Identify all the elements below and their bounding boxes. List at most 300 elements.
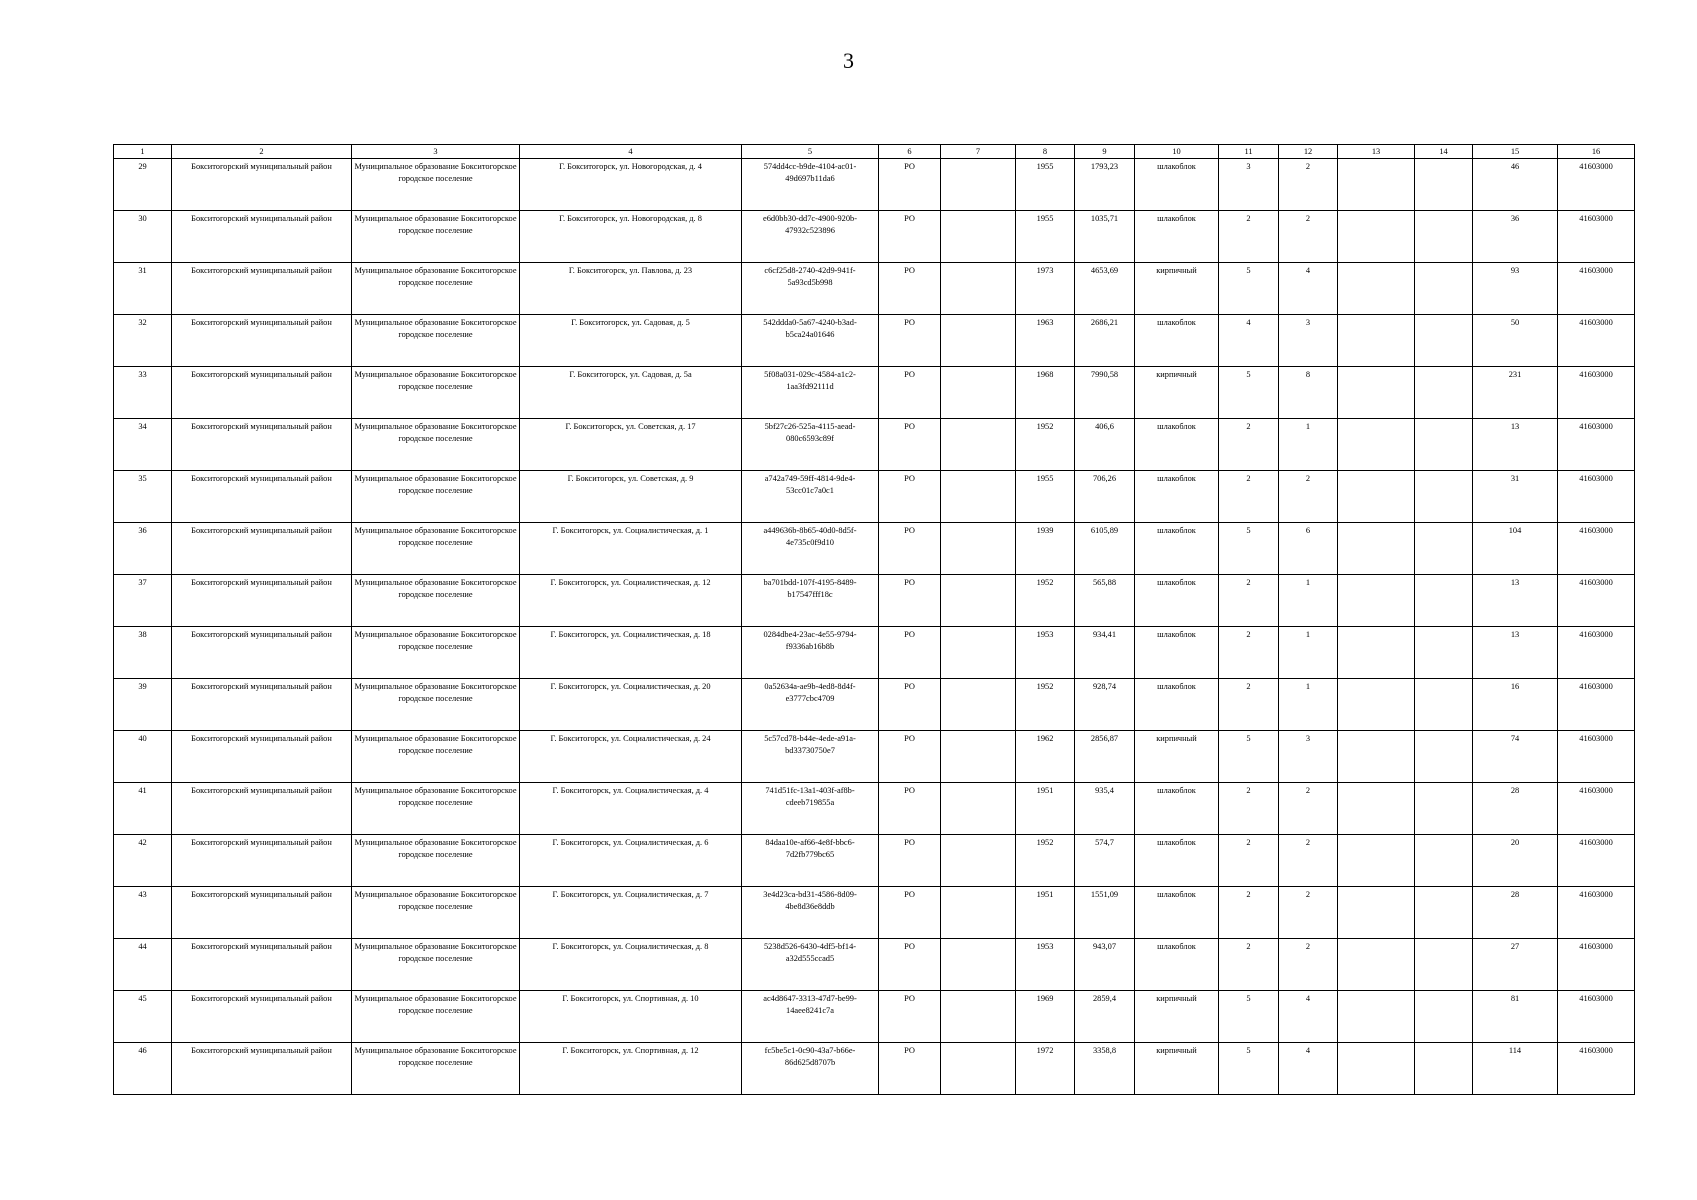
floors-cell: 2 <box>1219 679 1279 731</box>
floors-cell: 2 <box>1219 783 1279 835</box>
c13-cell <box>1338 419 1415 471</box>
row-number-cell: 36 <box>114 523 172 575</box>
guid-cell: c6cf25d8-2740-42d9-941f-5a93cd5b998 <box>742 263 879 315</box>
floors-cell: 2 <box>1219 887 1279 939</box>
row-number-cell: 44 <box>114 939 172 991</box>
floors-cell: 2 <box>1219 939 1279 991</box>
address-cell: Г. Бокситогорск, ул. Социалистическая, д. 7 <box>520 887 742 939</box>
oktmo-cell: 41603000 <box>1558 627 1635 679</box>
guid-cell: 0a52634a-ae9b-4ed8-8d4f-e3777cbc4709 <box>742 679 879 731</box>
column-header: 14 <box>1415 145 1473 159</box>
c14-cell <box>1415 783 1473 835</box>
table-row <box>114 1043 1635 1095</box>
wall-material-cell: шлакоблок <box>1135 783 1219 835</box>
c13-cell <box>1338 471 1415 523</box>
address-cell: Г. Бокситогорск, ул. Садовая, д. 5а <box>520 367 742 419</box>
c13-cell <box>1338 627 1415 679</box>
table-row <box>114 211 1635 263</box>
c12-cell: 1 <box>1279 575 1338 627</box>
year-cell: 1951 <box>1016 887 1075 939</box>
year-cell: 1969 <box>1016 991 1075 1043</box>
c12-cell: 4 <box>1279 1043 1338 1095</box>
c15-cell: 93 <box>1473 263 1558 315</box>
row-number-cell: 30 <box>114 211 172 263</box>
oktmo-cell: 41603000 <box>1558 939 1635 991</box>
guid-cell: a742a749-59ff-4814-9de4-53cc01c7a0c1 <box>742 471 879 523</box>
table-row <box>114 783 1635 835</box>
c14-cell <box>1415 523 1473 575</box>
oktmo-cell: 41603000 <box>1558 211 1635 263</box>
c12-cell: 1 <box>1279 627 1338 679</box>
column-header: 13 <box>1338 145 1415 159</box>
column-header: 8 <box>1016 145 1075 159</box>
district-cell: Бокситогорский муниципальный район <box>172 315 352 367</box>
municipality-cell: Муниципальное образование Бокситогорское городское поселение <box>352 263 520 315</box>
row-number-cell: 35 <box>114 471 172 523</box>
wall-material-cell: шлакоблок <box>1135 887 1219 939</box>
municipality-cell: Муниципальное образование Бокситогорское городское поселение <box>352 887 520 939</box>
column-header: 7 <box>941 145 1016 159</box>
c6-cell: РО <box>879 991 941 1043</box>
wall-material-cell: кирпичный <box>1135 1043 1219 1095</box>
municipality-cell: Муниципальное образование Бокситогорское городское поселение <box>352 835 520 887</box>
guid-cell: e6d0bb30-dd7c-4900-920b-47932c523896 <box>742 211 879 263</box>
oktmo-cell: 41603000 <box>1558 263 1635 315</box>
c13-cell <box>1338 783 1415 835</box>
floors-cell: 2 <box>1219 419 1279 471</box>
guid-cell: 542ddda0-5a67-4240-b3ad-b5ca24a01646 <box>742 315 879 367</box>
year-cell: 1953 <box>1016 939 1075 991</box>
c15-cell: 20 <box>1473 835 1558 887</box>
c6-cell: РО <box>879 887 941 939</box>
guid-cell: ba701bdd-107f-4195-8489-b17547fff18c <box>742 575 879 627</box>
table-row <box>114 679 1635 731</box>
year-cell: 1952 <box>1016 679 1075 731</box>
c12-cell: 1 <box>1279 679 1338 731</box>
c7-cell <box>941 835 1016 887</box>
wall-material-cell: шлакоблок <box>1135 575 1219 627</box>
table-row <box>114 731 1635 783</box>
address-cell: Г. Бокситогорск, ул. Социалистическая, д. 4 <box>520 783 742 835</box>
c15-cell: 46 <box>1473 159 1558 211</box>
c7-cell <box>941 367 1016 419</box>
year-cell: 1972 <box>1016 1043 1075 1095</box>
c7-cell <box>941 939 1016 991</box>
c12-cell: 2 <box>1279 887 1338 939</box>
wall-material-cell: шлакоблок <box>1135 679 1219 731</box>
guid-cell: 3e4d23ca-bd31-4586-8d09-4be8d36e8ddb <box>742 887 879 939</box>
c14-cell <box>1415 263 1473 315</box>
column-header: 10 <box>1135 145 1219 159</box>
row-number-cell: 34 <box>114 419 172 471</box>
floors-cell: 2 <box>1219 575 1279 627</box>
row-number-cell: 38 <box>114 627 172 679</box>
area-cell: 2859,4 <box>1075 991 1135 1043</box>
district-cell: Бокситогорский муниципальный район <box>172 783 352 835</box>
floors-cell: 2 <box>1219 835 1279 887</box>
c6-cell: РО <box>879 627 941 679</box>
c15-cell: 27 <box>1473 939 1558 991</box>
wall-material-cell: шлакоблок <box>1135 159 1219 211</box>
wall-material-cell: шлакоблок <box>1135 315 1219 367</box>
c13-cell <box>1338 887 1415 939</box>
year-cell: 1939 <box>1016 523 1075 575</box>
row-number-cell: 31 <box>114 263 172 315</box>
address-cell: Г. Бокситогорск, ул. Советская, д. 9 <box>520 471 742 523</box>
c14-cell <box>1415 471 1473 523</box>
guid-cell: 5c57cd78-b44e-4ede-a91a-bd33730750e7 <box>742 731 879 783</box>
c13-cell <box>1338 679 1415 731</box>
row-number-cell: 43 <box>114 887 172 939</box>
c13-cell <box>1338 315 1415 367</box>
column-header: 1 <box>114 145 172 159</box>
row-number-cell: 45 <box>114 991 172 1043</box>
c7-cell <box>941 159 1016 211</box>
c7-cell <box>941 991 1016 1043</box>
guid-cell: 5bf27c26-525a-4115-aead-080c6593c89f <box>742 419 879 471</box>
c7-cell <box>941 471 1016 523</box>
municipality-cell: Муниципальное образование Бокситогорское городское поселение <box>352 627 520 679</box>
row-number-cell: 39 <box>114 679 172 731</box>
year-cell: 1953 <box>1016 627 1075 679</box>
table-row <box>114 887 1635 939</box>
floors-cell: 5 <box>1219 367 1279 419</box>
c12-cell: 2 <box>1279 471 1338 523</box>
area-cell: 565,88 <box>1075 575 1135 627</box>
c12-cell: 3 <box>1279 731 1338 783</box>
municipality-cell: Муниципальное образование Бокситогорское городское поселение <box>352 679 520 731</box>
district-cell: Бокситогорский муниципальный район <box>172 1043 352 1095</box>
table-row <box>114 835 1635 887</box>
area-cell: 7990,58 <box>1075 367 1135 419</box>
oktmo-cell: 41603000 <box>1558 991 1635 1043</box>
floors-cell: 5 <box>1219 731 1279 783</box>
year-cell: 1952 <box>1016 835 1075 887</box>
c14-cell <box>1415 731 1473 783</box>
c15-cell: 31 <box>1473 471 1558 523</box>
c7-cell <box>941 523 1016 575</box>
c7-cell <box>941 627 1016 679</box>
guid-cell: fc5be5c1-0c90-43a7-b66e-86d625d8707b <box>742 1043 879 1095</box>
c13-cell <box>1338 575 1415 627</box>
area-cell: 935,4 <box>1075 783 1135 835</box>
wall-material-cell: кирпичный <box>1135 731 1219 783</box>
district-cell: Бокситогорский муниципальный район <box>172 887 352 939</box>
column-number-row <box>114 145 1635 159</box>
address-cell: Г. Бокситогорск, ул. Спортивная, д. 12 <box>520 1043 742 1095</box>
c6-cell: РО <box>879 471 941 523</box>
c15-cell: 13 <box>1473 627 1558 679</box>
c12-cell: 6 <box>1279 523 1338 575</box>
year-cell: 1963 <box>1016 315 1075 367</box>
oktmo-cell: 41603000 <box>1558 419 1635 471</box>
c6-cell: РО <box>879 315 941 367</box>
c13-cell <box>1338 939 1415 991</box>
oktmo-cell: 41603000 <box>1558 731 1635 783</box>
oktmo-cell: 41603000 <box>1558 523 1635 575</box>
c15-cell: 74 <box>1473 731 1558 783</box>
district-cell: Бокситогорский муниципальный район <box>172 939 352 991</box>
address-cell: Г. Бокситогорск, ул. Социалистическая, д. 24 <box>520 731 742 783</box>
area-cell: 1551,09 <box>1075 887 1135 939</box>
guid-cell: ac4d8647-3313-47d7-be99-14aee8241c7a <box>742 991 879 1043</box>
floors-cell: 2 <box>1219 471 1279 523</box>
year-cell: 1955 <box>1016 211 1075 263</box>
municipality-cell: Муниципальное образование Бокситогорское городское поселение <box>352 159 520 211</box>
c15-cell: 28 <box>1473 783 1558 835</box>
c7-cell <box>941 783 1016 835</box>
row-number-cell: 46 <box>114 1043 172 1095</box>
address-cell: Г. Бокситогорск, ул. Социалистическая, д. 20 <box>520 679 742 731</box>
c14-cell <box>1415 991 1473 1043</box>
municipality-cell: Муниципальное образование Бокситогорское городское поселение <box>352 419 520 471</box>
table-row <box>114 627 1635 679</box>
column-header: 9 <box>1075 145 1135 159</box>
c12-cell: 2 <box>1279 939 1338 991</box>
c7-cell <box>941 679 1016 731</box>
oktmo-cell: 41603000 <box>1558 471 1635 523</box>
row-number-cell: 32 <box>114 315 172 367</box>
c13-cell <box>1338 523 1415 575</box>
year-cell: 1962 <box>1016 731 1075 783</box>
area-cell: 1035,71 <box>1075 211 1135 263</box>
oktmo-cell: 41603000 <box>1558 367 1635 419</box>
c13-cell <box>1338 367 1415 419</box>
floors-cell: 2 <box>1219 211 1279 263</box>
guid-cell: 0284dbe4-23ac-4e55-9794-f9336ab16b8b <box>742 627 879 679</box>
table-row <box>114 939 1635 991</box>
c14-cell <box>1415 419 1473 471</box>
address-cell: Г. Бокситогорск, ул. Советская, д. 17 <box>520 419 742 471</box>
area-cell: 6105,89 <box>1075 523 1135 575</box>
district-cell: Бокситогорский муниципальный район <box>172 731 352 783</box>
table-row <box>114 523 1635 575</box>
table-row <box>114 419 1635 471</box>
wall-material-cell: шлакоблок <box>1135 471 1219 523</box>
oktmo-cell: 41603000 <box>1558 1043 1635 1095</box>
c13-cell <box>1338 1043 1415 1095</box>
oktmo-cell: 41603000 <box>1558 783 1635 835</box>
guid-cell: a449636b-8b65-40d0-8d5f-4e735c0f9d10 <box>742 523 879 575</box>
address-cell: Г. Бокситогорск, ул. Павлова, д. 23 <box>520 263 742 315</box>
municipality-cell: Муниципальное образование Бокситогорское городское поселение <box>352 471 520 523</box>
column-header: 3 <box>352 145 520 159</box>
floors-cell: 5 <box>1219 263 1279 315</box>
c14-cell <box>1415 1043 1473 1095</box>
address-cell: Г. Бокситогорск, ул. Новогородская, д. 4 <box>520 159 742 211</box>
c15-cell: 104 <box>1473 523 1558 575</box>
oktmo-cell: 41603000 <box>1558 887 1635 939</box>
c14-cell <box>1415 835 1473 887</box>
address-cell: Г. Бокситогорск, ул. Социалистическая, д. 12 <box>520 575 742 627</box>
year-cell: 1968 <box>1016 367 1075 419</box>
c6-cell: РО <box>879 523 941 575</box>
address-cell: Г. Бокситогорск, ул. Социалистическая, д. 8 <box>520 939 742 991</box>
column-header: 4 <box>520 145 742 159</box>
c15-cell: 13 <box>1473 419 1558 471</box>
year-cell: 1951 <box>1016 783 1075 835</box>
year-cell: 1955 <box>1016 471 1075 523</box>
municipality-cell: Муниципальное образование Бокситогорское городское поселение <box>352 367 520 419</box>
c15-cell: 81 <box>1473 991 1558 1043</box>
c15-cell: 231 <box>1473 367 1558 419</box>
address-cell: Г. Бокситогорск, ул. Социалистическая, д. 18 <box>520 627 742 679</box>
wall-material-cell: кирпичный <box>1135 991 1219 1043</box>
table-row <box>114 575 1635 627</box>
floors-cell: 5 <box>1219 1043 1279 1095</box>
table-row <box>114 471 1635 523</box>
c13-cell <box>1338 991 1415 1043</box>
housing-registry-table <box>113 144 1635 1095</box>
area-cell: 4653,69 <box>1075 263 1135 315</box>
c6-cell: РО <box>879 939 941 991</box>
district-cell: Бокситогорский муниципальный район <box>172 679 352 731</box>
c7-cell <box>941 575 1016 627</box>
c6-cell: РО <box>879 731 941 783</box>
c12-cell: 8 <box>1279 367 1338 419</box>
table-row <box>114 263 1635 315</box>
wall-material-cell: шлакоблок <box>1135 523 1219 575</box>
c7-cell <box>941 419 1016 471</box>
district-cell: Бокситогорский муниципальный район <box>172 211 352 263</box>
area-cell: 928,74 <box>1075 679 1135 731</box>
year-cell: 1952 <box>1016 575 1075 627</box>
area-cell: 943,07 <box>1075 939 1135 991</box>
table-row <box>114 159 1635 211</box>
district-cell: Бокситогорский муниципальный район <box>172 419 352 471</box>
area-cell: 2856,87 <box>1075 731 1135 783</box>
floors-cell: 4 <box>1219 315 1279 367</box>
column-header: 6 <box>879 145 941 159</box>
c12-cell: 1 <box>1279 419 1338 471</box>
area-cell: 406,6 <box>1075 419 1135 471</box>
table-row <box>114 991 1635 1043</box>
column-header: 2 <box>172 145 352 159</box>
municipality-cell: Муниципальное образование Бокситогорское городское поселение <box>352 991 520 1043</box>
c6-cell: РО <box>879 211 941 263</box>
c15-cell: 28 <box>1473 887 1558 939</box>
floors-cell: 5 <box>1219 991 1279 1043</box>
c7-cell <box>941 731 1016 783</box>
c6-cell: РО <box>879 679 941 731</box>
row-number-cell: 33 <box>114 367 172 419</box>
c14-cell <box>1415 939 1473 991</box>
c15-cell: 16 <box>1473 679 1558 731</box>
table-row <box>114 367 1635 419</box>
guid-cell: 574dd4cc-b9de-4104-ac01-49d697b11da6 <box>742 159 879 211</box>
c12-cell: 2 <box>1279 783 1338 835</box>
address-cell: Г. Бокситогорск, ул. Социалистическая, д. 6 <box>520 835 742 887</box>
address-cell: Г. Бокситогорск, ул. Спортивная, д. 10 <box>520 991 742 1043</box>
c14-cell <box>1415 627 1473 679</box>
address-cell: Г. Бокситогорск, ул. Садовая, д. 5 <box>520 315 742 367</box>
row-number-cell: 42 <box>114 835 172 887</box>
address-cell: Г. Бокситогорск, ул. Новогородская, д. 8 <box>520 211 742 263</box>
wall-material-cell: шлакоблок <box>1135 419 1219 471</box>
year-cell: 1973 <box>1016 263 1075 315</box>
c12-cell: 4 <box>1279 991 1338 1043</box>
c15-cell: 13 <box>1473 575 1558 627</box>
c13-cell <box>1338 263 1415 315</box>
c14-cell <box>1415 315 1473 367</box>
c6-cell: РО <box>879 575 941 627</box>
c6-cell: РО <box>879 419 941 471</box>
wall-material-cell: шлакоблок <box>1135 211 1219 263</box>
area-cell: 1793,23 <box>1075 159 1135 211</box>
c7-cell <box>941 263 1016 315</box>
wall-material-cell: кирпичный <box>1135 263 1219 315</box>
floors-cell: 5 <box>1219 523 1279 575</box>
municipality-cell: Муниципальное образование Бокситогорское городское поселение <box>352 783 520 835</box>
row-number-cell: 37 <box>114 575 172 627</box>
wall-material-cell: шлакоблок <box>1135 835 1219 887</box>
municipality-cell: Муниципальное образование Бокситогорское городское поселение <box>352 939 520 991</box>
c6-cell: РО <box>879 835 941 887</box>
year-cell: 1952 <box>1016 419 1075 471</box>
wall-material-cell: шлакоблок <box>1135 939 1219 991</box>
c7-cell <box>941 211 1016 263</box>
district-cell: Бокситогорский муниципальный район <box>172 523 352 575</box>
row-number-cell: 29 <box>114 159 172 211</box>
column-header: 15 <box>1473 145 1558 159</box>
oktmo-cell: 41603000 <box>1558 159 1635 211</box>
c13-cell <box>1338 731 1415 783</box>
c12-cell: 2 <box>1279 159 1338 211</box>
municipality-cell: Муниципальное образование Бокситогорское городское поселение <box>352 523 520 575</box>
c14-cell <box>1415 575 1473 627</box>
page-number: 3 <box>843 48 854 73</box>
area-cell: 3358,8 <box>1075 1043 1135 1095</box>
oktmo-cell: 41603000 <box>1558 315 1635 367</box>
c12-cell: 2 <box>1279 211 1338 263</box>
oktmo-cell: 41603000 <box>1558 575 1635 627</box>
column-header: 12 <box>1279 145 1338 159</box>
address-cell: Г. Бокситогорск, ул. Социалистическая, д. 1 <box>520 523 742 575</box>
municipality-cell: Муниципальное образование Бокситогорское городское поселение <box>352 211 520 263</box>
district-cell: Бокситогорский муниципальный район <box>172 471 352 523</box>
municipality-cell: Муниципальное образование Бокситогорское городское поселение <box>352 1043 520 1095</box>
c14-cell <box>1415 887 1473 939</box>
c6-cell: РО <box>879 263 941 315</box>
c15-cell: 50 <box>1473 315 1558 367</box>
area-cell: 706,26 <box>1075 471 1135 523</box>
c13-cell <box>1338 211 1415 263</box>
guid-cell: 5f08a031-029c-4584-a1c2-1aa3fd92111d <box>742 367 879 419</box>
row-number-cell: 40 <box>114 731 172 783</box>
guid-cell: 84daa10e-af66-4e8f-bbc6-7d2fb779bc65 <box>742 835 879 887</box>
oktmo-cell: 41603000 <box>1558 835 1635 887</box>
district-cell: Бокситогорский муниципальный район <box>172 627 352 679</box>
c12-cell: 4 <box>1279 263 1338 315</box>
c7-cell <box>941 1043 1016 1095</box>
c14-cell <box>1415 211 1473 263</box>
c15-cell: 36 <box>1473 211 1558 263</box>
district-cell: Бокситогорский муниципальный район <box>172 263 352 315</box>
c13-cell <box>1338 835 1415 887</box>
area-cell: 574,7 <box>1075 835 1135 887</box>
c6-cell: РО <box>879 783 941 835</box>
row-number-cell: 41 <box>114 783 172 835</box>
municipality-cell: Муниципальное образование Бокситогорское городское поселение <box>352 575 520 627</box>
c6-cell: РО <box>879 367 941 419</box>
column-header: 11 <box>1219 145 1279 159</box>
area-cell: 934,41 <box>1075 627 1135 679</box>
c7-cell <box>941 315 1016 367</box>
oktmo-cell: 41603000 <box>1558 679 1635 731</box>
column-header: 16 <box>1558 145 1635 159</box>
table-row <box>114 315 1635 367</box>
c12-cell: 3 <box>1279 315 1338 367</box>
